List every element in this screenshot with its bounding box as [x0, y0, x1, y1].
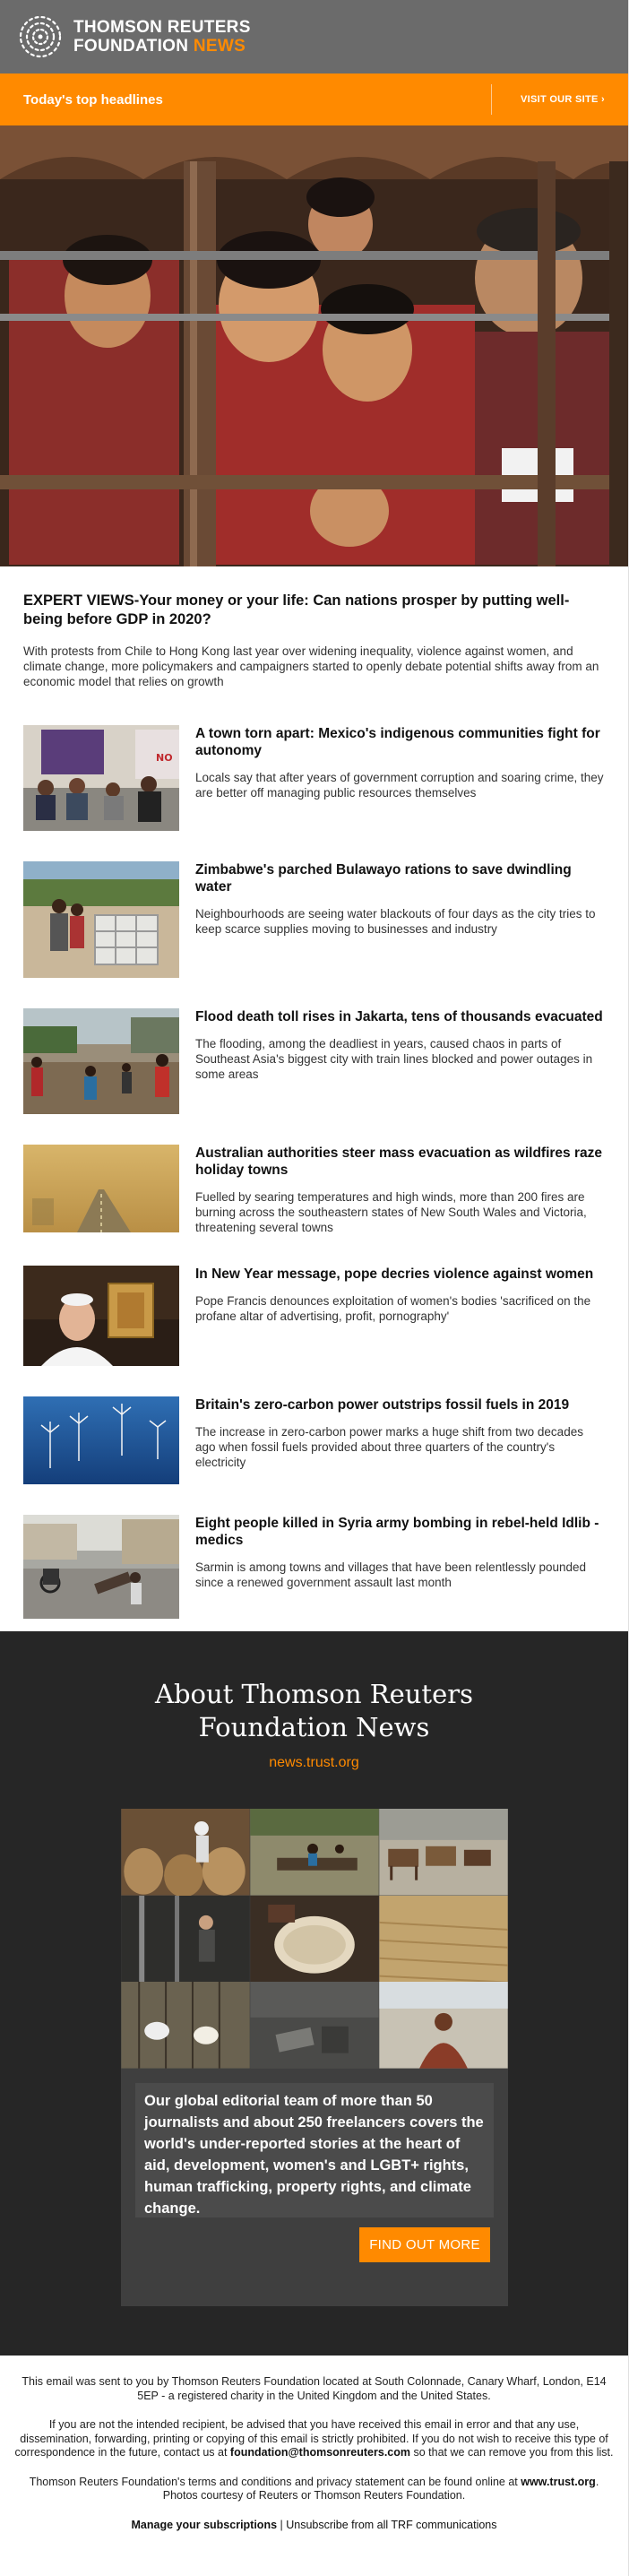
story-thumbnail[interactable] — [23, 725, 179, 831]
wind-farm-photo — [23, 1396, 179, 1484]
brand-line2: FOUNDATION NEWS — [73, 37, 246, 56]
photo-grid — [121, 1809, 508, 2069]
story-thumbnail[interactable] — [23, 1396, 179, 1484]
story-summary: Pope Francis denounces exploitation of women's bodies 'sacrificed on the profane altar of advertising, profit, pornography' — [195, 1294, 591, 1323]
chickens-photo — [121, 1982, 250, 2069]
about-description: Our global editorial team of more than 50 journalists and about 250 freelancers covers the world's under-reported stories at the heart of aid, development, women's and LGBT+ rights, human trafficking, property rights, and climate change. — [144, 2093, 484, 2217]
header — [0, 0, 628, 73]
headline-bar-title: Today's top headlines — [23, 91, 163, 108]
story-title[interactable]: In New Year message, pope decries violence against women — [195, 1266, 594, 1282]
story-summary: Fuelled by searing temperatures and high winds, more than 200 fires are burning across the southeastern states of New South Wales and Victoria, threatening several towns — [195, 1190, 587, 1234]
manage-subscriptions-link[interactable]: Manage your subscriptions — [131, 2518, 278, 2531]
story-item — [23, 1008, 605, 1114]
story-title[interactable]: Australian authorities steer mass evacuation as wildfires raze holiday towns — [195, 1145, 602, 1178]
bulawayo-water-photo — [23, 861, 179, 978]
footer-disclaimer-end: so that we can remove you from this list. — [413, 2446, 614, 2459]
story-title[interactable]: Eight people killed in Syria army bombing in rebel-held Idlib - medics — [195, 1516, 599, 1548]
about-title-line2: Foundation News — [198, 1712, 430, 1742]
story-item — [23, 1145, 605, 1235]
brand-line1: THOMSON REUTERS — [73, 18, 251, 37]
lead-story — [0, 566, 628, 689]
story-thumbnail[interactable] — [23, 1266, 179, 1366]
brand-name — [73, 18, 251, 56]
hero-photo — [0, 125, 628, 566]
footer-sender-note: This email was sent to you by Thomson Reuters Foundation located at South Colonnade, Canary Wharf, London, E14 5EP - a registered charity in the United Kingdom and the United States. — [22, 2375, 607, 2402]
brand-news: NEWS — [193, 37, 246, 56]
pope-photo — [23, 1266, 179, 1366]
story-thumbnail[interactable] — [23, 861, 179, 978]
story-item — [23, 1515, 605, 1619]
wildfire-smoke-photo — [23, 1145, 179, 1232]
brand-logo[interactable] — [18, 14, 251, 59]
woman-photo — [379, 1982, 508, 2069]
visit-wrap — [491, 84, 605, 115]
story-title[interactable]: A town torn apart: Mexico's indigenous communities fight for autonomy — [195, 726, 600, 758]
story-summary: Sarmin is among towns and villages that have been relentlessly pounded since a renewed government assault last month — [195, 1560, 587, 1589]
story-title[interactable]: Zimbabwe's parched Bulawayo rations to save dwindling water — [195, 862, 572, 895]
story-item — [23, 861, 605, 978]
rubble-photo — [250, 1982, 379, 2069]
news-site-link[interactable]: news.trust.org — [269, 1755, 359, 1770]
about-title — [0, 1678, 628, 1744]
footer — [0, 2356, 628, 2547]
trust-org-link[interactable]: www.trust.org — [521, 2475, 596, 2488]
footer-links — [14, 2519, 614, 2533]
footer-terms-end: . Photos courtesy of Reuters or Thomson Reuters Foundation. — [162, 2475, 599, 2502]
unsubscribe-link[interactable]: Unsubscribe from all TRF communications — [286, 2518, 497, 2531]
grain-hands-photo — [250, 1896, 379, 1983]
story-summary: The increase in zero-carbon power marks a huge shift from two decades ago when fossil fuels provided about three quarters of the country's electricity — [195, 1425, 583, 1469]
footer-disclaimer — [14, 2418, 614, 2460]
about-title-line1: About Thomson Reuters — [155, 1679, 473, 1709]
headline-bar — [0, 73, 628, 125]
story-item — [23, 1266, 605, 1366]
footer-terms — [14, 2476, 614, 2503]
visit-site-link[interactable]: VISIT OUR SITE › — [520, 94, 605, 105]
sacks-photo — [121, 1809, 250, 1896]
flood-boat-photo — [250, 1809, 379, 1896]
find-out-more-button[interactable]: FIND OUT MORE — [359, 2227, 490, 2262]
hero-image-link[interactable] — [0, 125, 628, 566]
mexico-protest-photo — [23, 725, 179, 831]
about-box — [121, 1809, 508, 2306]
about-section — [0, 1631, 628, 2356]
lead-story-title[interactable]: EXPERT VIEWS-Your money or your life: Can nations prosper by putting well-being before GDP in 2020? — [23, 592, 570, 627]
story-summary: Locals say that after years of government corruption and soaring crime, they are better off managing public resources themselves — [195, 771, 604, 800]
footer-disclaimer-text: If you are not the intended recipient, be advised that you have received this email in error and that any use, dissemination, forwarding, printing or copying of this email is strictly prohibited. If you do not wish to receive this type of correspondence in the future, contact us at — [14, 2418, 608, 2459]
foundation-email-link[interactable]: foundation@thomsonreuters.com — [229, 2446, 411, 2459]
hero-image — [0, 125, 628, 566]
syria-idlib-photo — [23, 1515, 179, 1619]
trf-logo-icon — [18, 14, 63, 59]
story-item — [23, 725, 605, 831]
footer-separator: | — [277, 2518, 287, 2531]
story-summary: Neighbourhoods are seeing water blackouts of four days as the city tries to keep scarce supplies moving to businesses and industry — [195, 907, 596, 936]
field-photo — [379, 1896, 508, 1983]
cattle-photo — [379, 1809, 508, 1896]
story-thumbnail[interactable] — [23, 1145, 179, 1232]
story-title[interactable]: Britain's zero-carbon power outstrips fossil fuels in 2019 — [195, 1397, 570, 1413]
story-thumbnail[interactable] — [23, 1515, 179, 1619]
footer-terms-text: Thomson Reuters Foundation's terms and conditions and privacy statement can be found online at — [29, 2475, 518, 2488]
story-summary: The flooding, among the deadliest in years, caused chaos in parts of Southeast Asia's biggest city with train lines blocked and power outages in some areas — [195, 1037, 593, 1081]
lead-story-summary: With protests from Chile to Hong Kong last year over widening inequality, violence against women, and climate change, more policymakers and campaigners started to openly debate potential shifts away from an economic model that relies on growth — [23, 644, 599, 688]
story-thumbnail[interactable] — [23, 1008, 179, 1114]
story-item — [23, 1396, 605, 1484]
story-title[interactable]: Flood death toll rises in Jakarta, tens of thousands evacuated — [195, 1009, 603, 1024]
jakarta-flood-photo — [23, 1008, 179, 1114]
worker-photo — [121, 1896, 250, 1983]
svg-text:NO: NO — [156, 752, 173, 764]
story-list — [0, 689, 628, 1619]
